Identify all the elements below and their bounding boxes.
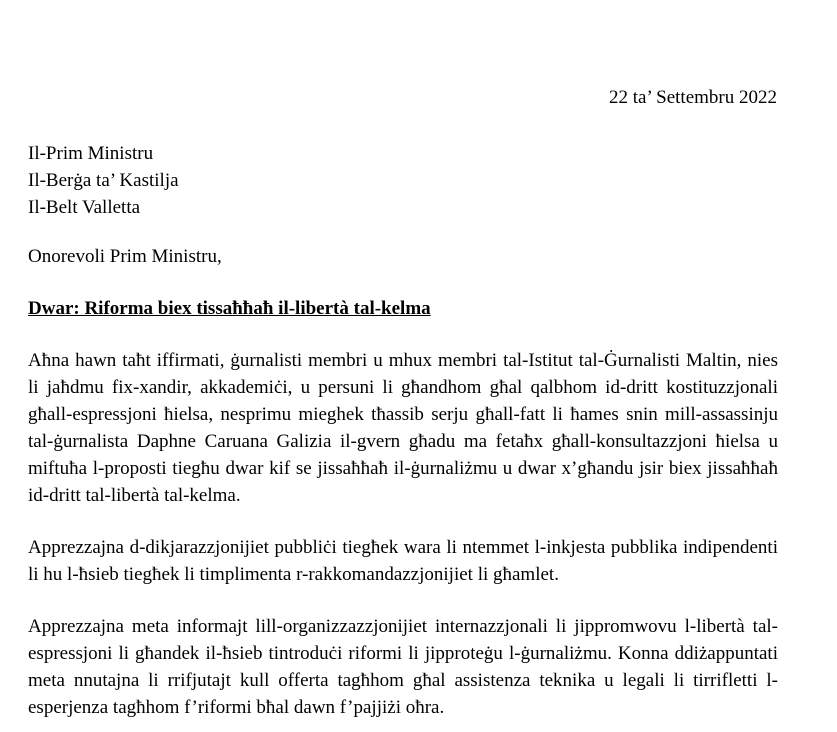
body-paragraph-3: Apprezzajna meta informajt lill-organizzazzjonijiet internazzjonali li jippromwovu l-libertà tal-espressjoni li għandek il-ħsieb tintroduċi riformi li jipproteġu l-ġurnaliżmu. Konna ddiżappuntati meta nnutajna li rrifjutajt kull offerta tagħhom għal assistenza teknika u legali li tirrifletti l-esperjenza tagħhom f’riformi bħal dawn f’pajjiżi oħra. — [28, 616, 778, 718]
salutation: Onorevoli Prim Ministru, — [28, 246, 222, 267]
recipient-line-3: Il-Belt Valletta — [28, 197, 141, 218]
recipient-line-1: Il-Prim Ministru — [28, 143, 154, 164]
subject-line: Dwar: Riforma biex tissaħħaħ il-libertà tal-kelma — [28, 298, 431, 319]
recipient-line-2: Il-Berġa ta’ Kastilja — [28, 170, 179, 191]
letter-date: 22 ta’ Settembru 2022 — [609, 87, 777, 108]
body-paragraph-1: Aħna hawn taħt iffirmati, ġurnalisti membri u mhux membri tal-Istitut tal-Ġurnalisti Maltin, nies li jaħdmu fix-xandir, akkademiċi, u persuni li għandhom għal qalbhom id-dritt kostituzzjonali għall-espressjoni ħielsa, nesprimu mieghek tħassib serju għall-fatt li ħames snin mill-assassinju tal-ġurnalista Daphne Caruana Galizia il-gvern għadu ma fetaħx għall-konsultazzjoni ħielsa u miftuħa l-proposti tiegħu dwar kif se jissaħħaħ il-ġurnaliżmu u dwar x’għandu jsir biex jissaħħaħ id-dritt tal-libertà tal-kelma. — [28, 350, 778, 506]
body-paragraph-2: Apprezzajna d-dikjarazzjonijiet pubbliċi tiegħek wara li ntemmet l-inkjesta pubblika indipendenti li hu l-ħsieb tiegħek li timplimenta r-rakkomandazzjonijiet li għamlet. — [28, 537, 778, 585]
recipient-address — [28, 140, 179, 221]
